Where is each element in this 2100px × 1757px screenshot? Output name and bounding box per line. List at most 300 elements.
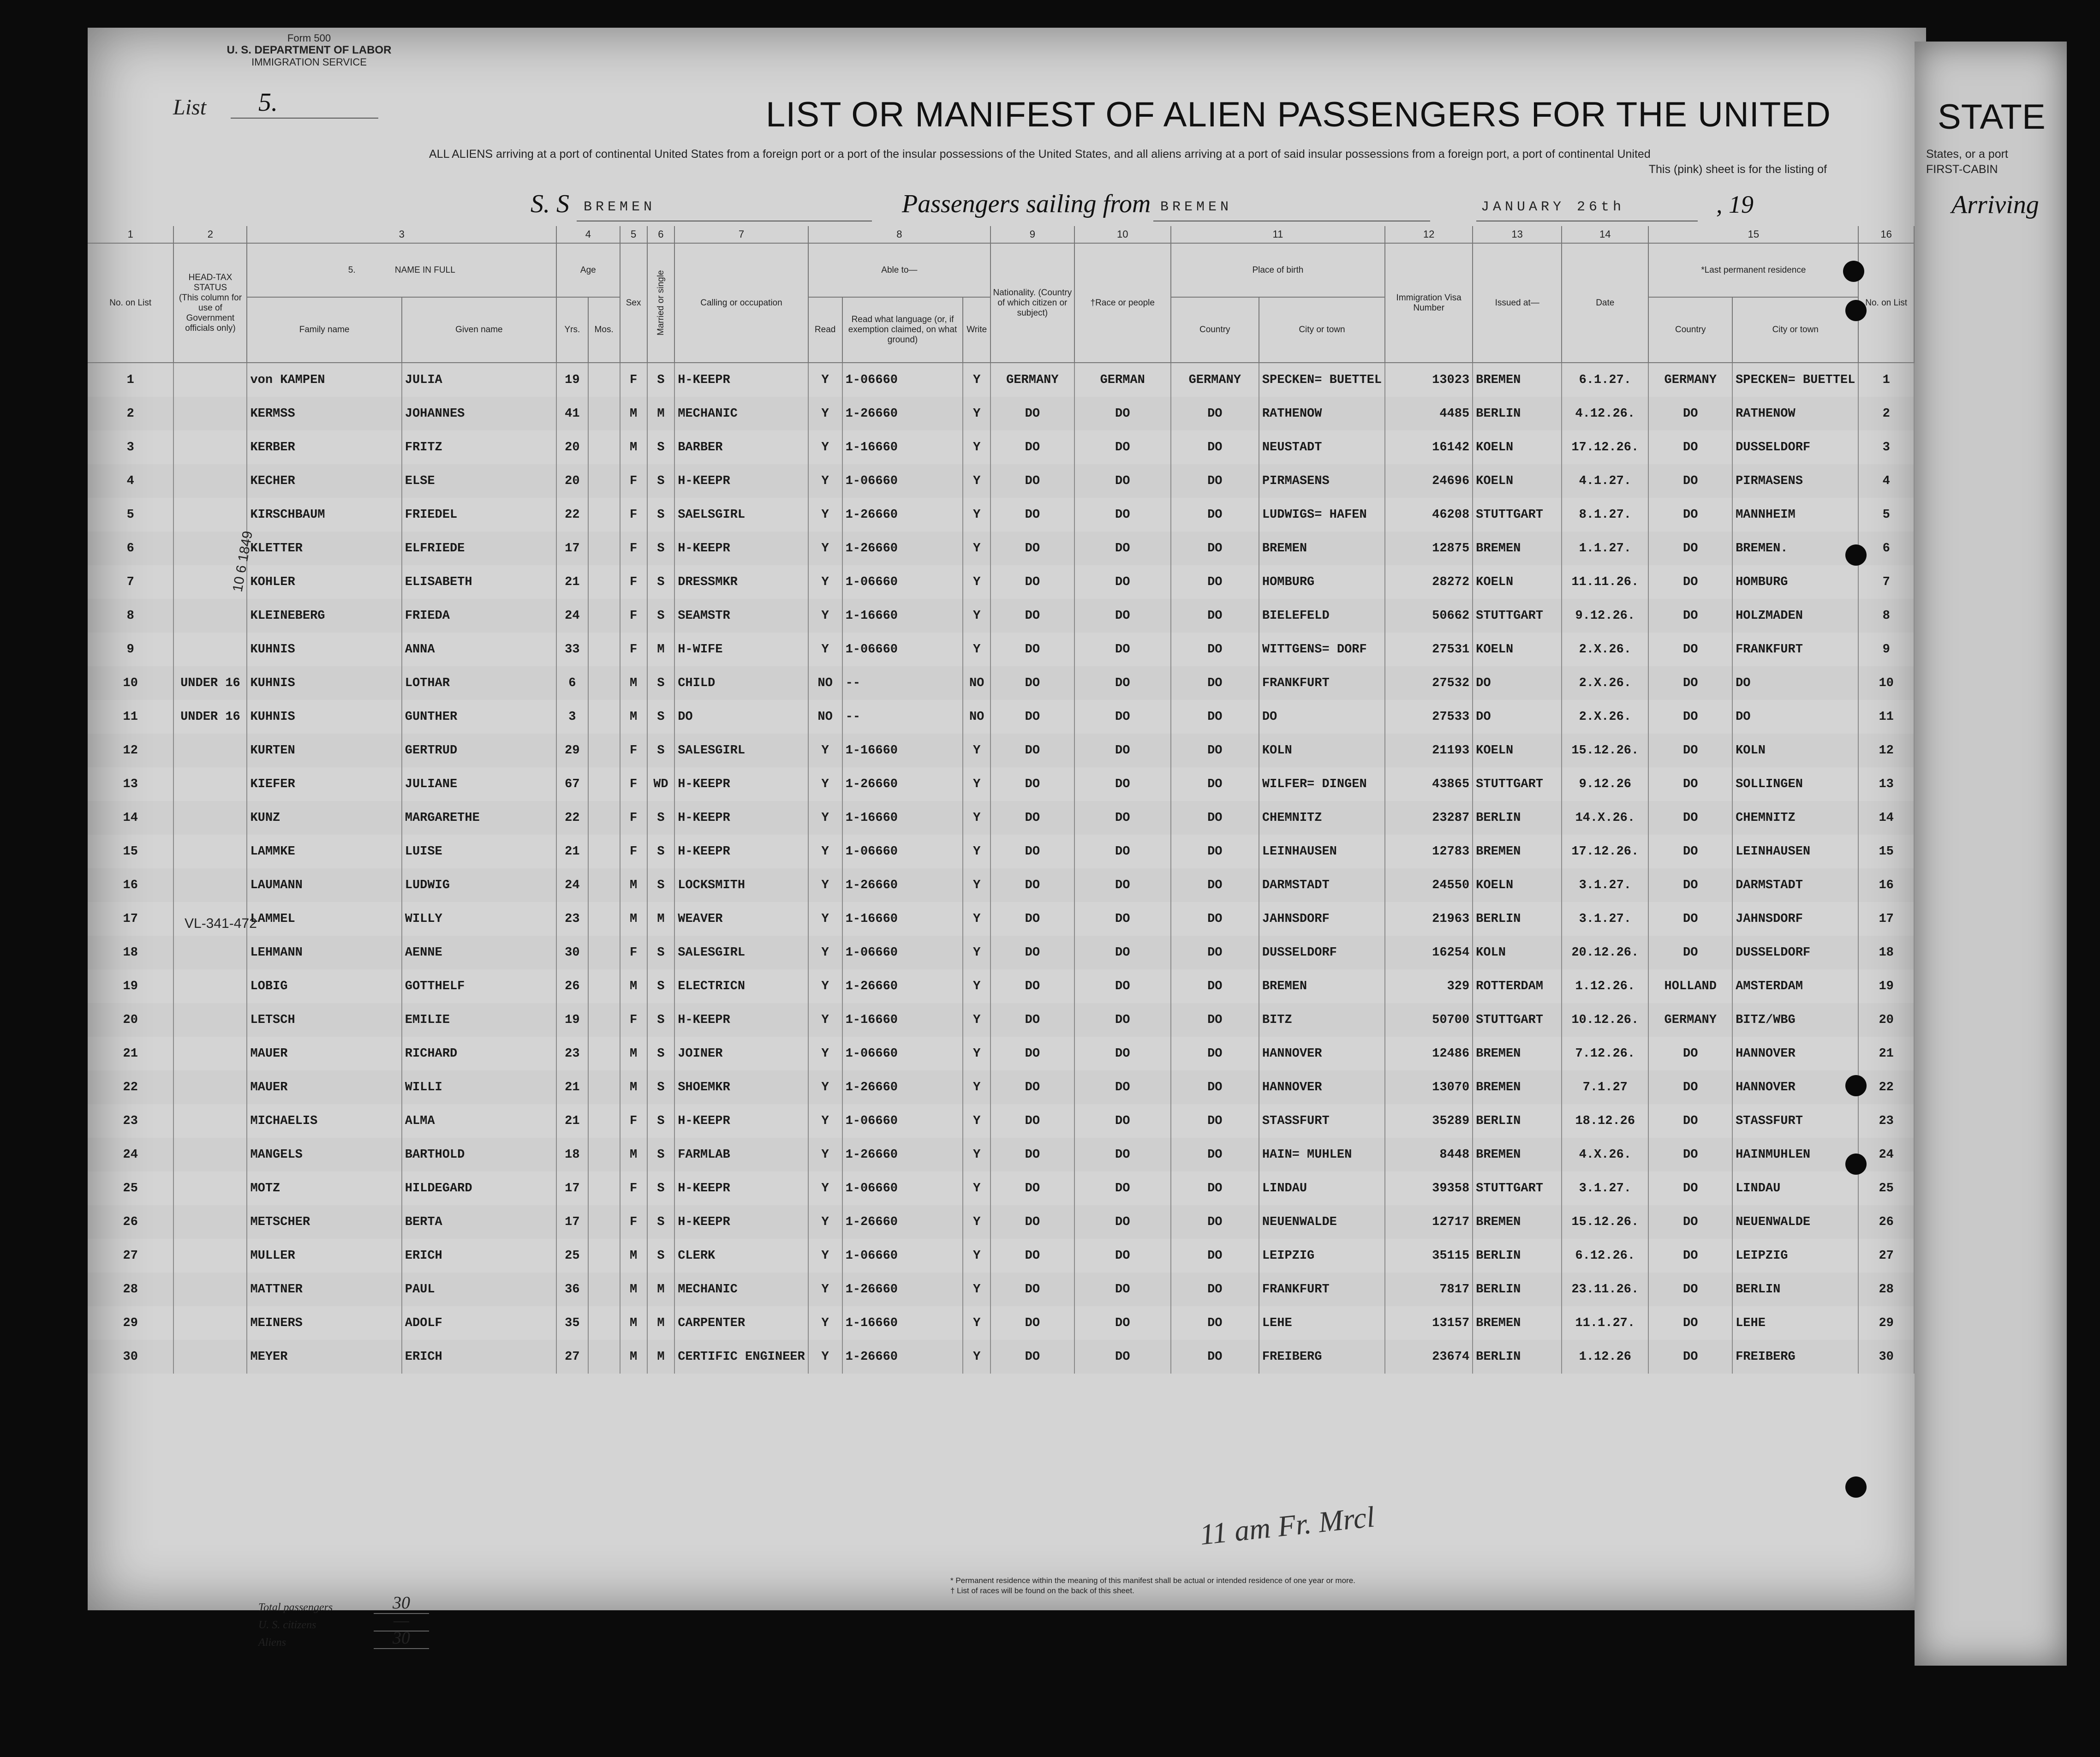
birth-country: DO: [1171, 565, 1259, 599]
can-write: Y: [963, 1171, 990, 1205]
given-name: GOTTHELF: [402, 969, 556, 1003]
age-months: [588, 498, 620, 532]
row-number-right: 24: [1858, 1138, 1914, 1171]
can-read: Y: [808, 397, 842, 430]
occupation: H-KEEPR: [674, 801, 808, 835]
can-write: Y: [963, 498, 990, 532]
residence-country: DO: [1648, 1104, 1732, 1138]
given-name: WILLY: [402, 902, 556, 936]
can-read: Y: [808, 532, 842, 565]
column-number-row: [88, 226, 1914, 243]
occupation: BARBER: [674, 430, 808, 464]
visa-date: 4.X.26.: [1562, 1138, 1648, 1171]
marital-status: S: [647, 1138, 675, 1171]
visa-number: 21963: [1385, 902, 1473, 936]
family-name: MANGELS: [247, 1138, 401, 1171]
birth-country: DO: [1171, 1138, 1259, 1171]
occupation: H-KEEPR: [674, 1205, 808, 1239]
row-number-right: 4: [1858, 464, 1914, 498]
header-res-city: City or town: [1732, 297, 1858, 363]
can-read: Y: [808, 1340, 842, 1374]
can-read: Y: [808, 430, 842, 464]
birth-city: FRANKFURT: [1259, 666, 1385, 700]
totals-block: [258, 1593, 429, 1649]
residence-country: DO: [1648, 1037, 1732, 1070]
row-number: 24: [88, 1138, 173, 1171]
col-num: 4: [556, 226, 620, 243]
visa-issued-at: KOELN: [1473, 430, 1562, 464]
can-read: Y: [808, 1239, 842, 1273]
race: DO: [1074, 700, 1171, 734]
row-number: 11: [88, 700, 173, 734]
row-number-right: 19: [1858, 969, 1914, 1003]
col-num: 16: [1858, 226, 1914, 243]
birth-country: DO: [1171, 868, 1259, 902]
sex: M: [620, 902, 647, 936]
residence-country: DO: [1648, 902, 1732, 936]
sailing-date: JANUARY 26th: [1481, 199, 1625, 215]
visa-issued-at: STUTTGART: [1473, 767, 1562, 801]
row-number-right: 9: [1858, 633, 1914, 666]
table-row: [88, 1239, 1914, 1273]
sex: F: [620, 1205, 647, 1239]
row-number-right: 21: [1858, 1037, 1914, 1070]
occupation: H-KEEPR: [674, 464, 808, 498]
family-name: KURTEN: [247, 734, 401, 767]
birth-city: LINDAU: [1259, 1171, 1385, 1205]
race: DO: [1074, 734, 1171, 767]
birth-country: DO: [1171, 1003, 1259, 1037]
can-read: Y: [808, 1003, 842, 1037]
row-number-right: 18: [1858, 936, 1914, 969]
birth-country: DO: [1171, 801, 1259, 835]
nationality: DO: [990, 700, 1074, 734]
residence-country: DO: [1648, 1340, 1732, 1374]
nationality: DO: [990, 767, 1074, 801]
header-mos: Mos.: [588, 297, 620, 363]
visa-issued-at: BERLIN: [1473, 801, 1562, 835]
head-tax-status: [173, 801, 247, 835]
family-name: LAMMKE: [247, 835, 401, 868]
header-issued-at: Issued at—: [1473, 243, 1562, 363]
head-tax-status: UNDER 16: [173, 700, 247, 734]
row-number-right: 28: [1858, 1273, 1914, 1306]
head-tax-status: [173, 633, 247, 666]
visa-number: 24550: [1385, 868, 1473, 902]
nationality: DO: [990, 868, 1074, 902]
family-name: KIEFER: [247, 767, 401, 801]
visa-issued-at: BREMEN: [1473, 1205, 1562, 1239]
age-years: 23: [556, 1037, 588, 1070]
birth-country: DO: [1171, 599, 1259, 633]
can-write: Y: [963, 1070, 990, 1104]
nationality: DO: [990, 666, 1074, 700]
marital-status: M: [647, 1306, 675, 1340]
sex: M: [620, 868, 647, 902]
family-name: LEHMANN: [247, 936, 401, 969]
nationality: DO: [990, 1205, 1074, 1239]
marital-status: M: [647, 397, 675, 430]
age-months: [588, 565, 620, 599]
sex: M: [620, 666, 647, 700]
nationality: DO: [990, 1104, 1074, 1138]
table-row: [88, 532, 1914, 565]
head-tax-status: [173, 599, 247, 633]
read-language: 1-16660: [842, 801, 963, 835]
occupation: DO: [674, 700, 808, 734]
family-name: KECHER: [247, 464, 401, 498]
nationality: DO: [990, 1037, 1074, 1070]
can-write: Y: [963, 1239, 990, 1273]
birth-city: STASSFURT: [1259, 1104, 1385, 1138]
visa-issued-at: BERLIN: [1473, 1104, 1562, 1138]
birth-city: RATHENOW: [1259, 397, 1385, 430]
nationality: DO: [990, 565, 1074, 599]
visa-number: 13070: [1385, 1070, 1473, 1104]
row-number: 20: [88, 1003, 173, 1037]
visa-issued-at: KOELN: [1473, 734, 1562, 767]
age-months: [588, 1070, 620, 1104]
sex: M: [620, 700, 647, 734]
table-row: [88, 1171, 1914, 1205]
head-tax-status: [173, 969, 247, 1003]
head-tax-status: [173, 1205, 247, 1239]
table-row: [88, 700, 1914, 734]
visa-number: 50662: [1385, 599, 1473, 633]
age-months: [588, 902, 620, 936]
nationality: DO: [990, 936, 1074, 969]
nationality: DO: [990, 835, 1074, 868]
can-write: Y: [963, 1273, 990, 1306]
age-years: 20: [556, 430, 588, 464]
birth-country: DO: [1171, 969, 1259, 1003]
residence-city: DARMSTADT: [1732, 868, 1858, 902]
table-row: [88, 1138, 1914, 1171]
birth-country: DO: [1171, 936, 1259, 969]
row-number-right: 26: [1858, 1205, 1914, 1239]
can-write: Y: [963, 1037, 990, 1070]
birth-city: DUSSELDORF: [1259, 936, 1385, 969]
family-name: MAUER: [247, 1037, 401, 1070]
birth-city: HANNOVER: [1259, 1070, 1385, 1104]
sex: M: [620, 1273, 647, 1306]
table-row: [88, 633, 1914, 666]
aliens-label: Aliens: [258, 1637, 286, 1649]
form-meta: [180, 32, 438, 68]
age-years: 26: [556, 969, 588, 1003]
residence-country: DO: [1648, 1070, 1732, 1104]
residence-country: DO: [1648, 532, 1732, 565]
read-language: 1-06660: [842, 633, 963, 666]
read-language: 1-26660: [842, 969, 963, 1003]
row-number: 1: [88, 363, 173, 397]
age-years: 29: [556, 734, 588, 767]
header-visa: Immigration Visa Number: [1385, 243, 1473, 363]
row-number: 22: [88, 1070, 173, 1104]
head-tax-status: [173, 1037, 247, 1070]
sex: F: [620, 464, 647, 498]
visa-number: 24696: [1385, 464, 1473, 498]
can-write: Y: [963, 969, 990, 1003]
marital-status: S: [647, 868, 675, 902]
sex: F: [620, 936, 647, 969]
given-name: MARGARETHE: [402, 801, 556, 835]
residence-country: DO: [1648, 666, 1732, 700]
head-tax-status: [173, 1070, 247, 1104]
birth-city: LEIPZIG: [1259, 1239, 1385, 1273]
table-row: [88, 902, 1914, 936]
birth-city: HANNOVER: [1259, 1037, 1385, 1070]
marital-status: S: [647, 1037, 675, 1070]
read-language: 1-16660: [842, 902, 963, 936]
can-write: Y: [963, 902, 990, 936]
can-write: NO: [963, 666, 990, 700]
given-name: GERTRUD: [402, 734, 556, 767]
table-row: [88, 666, 1914, 700]
punch-hole: [1843, 261, 1864, 282]
race: DO: [1074, 599, 1171, 633]
read-language: 1-16660: [842, 430, 963, 464]
can-write: Y: [963, 565, 990, 599]
birth-country: DO: [1171, 1037, 1259, 1070]
marital-status: S: [647, 1205, 675, 1239]
visa-number: 35289: [1385, 1104, 1473, 1138]
age-months: [588, 1104, 620, 1138]
race: DO: [1074, 1003, 1171, 1037]
row-number: 3: [88, 430, 173, 464]
page-title: LIST OR MANIFEST OF ALIEN PASSENGERS FOR THE UNITED: [766, 95, 1831, 134]
visa-issued-at: BREMEN: [1473, 835, 1562, 868]
header-family-name: Family name: [247, 297, 401, 363]
race: DO: [1074, 902, 1171, 936]
table-row: [88, 969, 1914, 1003]
can-write: Y: [963, 835, 990, 868]
read-language: 1-26660: [842, 1205, 963, 1239]
residence-city: RATHENOW: [1732, 397, 1858, 430]
row-number: 25: [88, 1171, 173, 1205]
sex: F: [620, 633, 647, 666]
residence-city: FREIBERG: [1732, 1340, 1858, 1374]
age-years: 23: [556, 902, 588, 936]
race: DO: [1074, 464, 1171, 498]
marital-status: WD: [647, 767, 675, 801]
can-read: Y: [808, 1104, 842, 1138]
race: DO: [1074, 801, 1171, 835]
visa-issued-at: KOLN: [1473, 936, 1562, 969]
row-number: 29: [88, 1306, 173, 1340]
can-read: Y: [808, 868, 842, 902]
head-tax-title: HEAD-TAX STATUS: [188, 272, 233, 293]
birth-country: DO: [1171, 1340, 1259, 1374]
family-name: MOTZ: [247, 1171, 401, 1205]
row-number-right: 23: [1858, 1104, 1914, 1138]
row-number: 15: [88, 835, 173, 868]
race: DO: [1074, 1239, 1171, 1273]
marital-status: S: [647, 498, 675, 532]
visa-date: 18.12.26: [1562, 1104, 1648, 1138]
residence-city: SOLLINGEN: [1732, 767, 1858, 801]
aliens-row: [258, 1628, 429, 1649]
read-language: 1-26660: [842, 498, 963, 532]
occupation: H-KEEPR: [674, 1104, 808, 1138]
race: DO: [1074, 1340, 1171, 1374]
age-months: [588, 700, 620, 734]
visa-issued-at: KOELN: [1473, 868, 1562, 902]
birth-city: DO: [1259, 700, 1385, 734]
read-language: 1-16660: [842, 599, 963, 633]
visa-date: 2.X.26.: [1562, 666, 1648, 700]
birth-city: CHEMNITZ: [1259, 801, 1385, 835]
visa-date: 7.1.27: [1562, 1070, 1648, 1104]
occupation: CLERK: [674, 1239, 808, 1273]
age-years: 6: [556, 666, 588, 700]
age-months: [588, 801, 620, 835]
row-number: 28: [88, 1273, 173, 1306]
row-number: 5: [88, 498, 173, 532]
can-write: Y: [963, 363, 990, 397]
residence-country: DO: [1648, 700, 1732, 734]
residence-country: DO: [1648, 498, 1732, 532]
header-sex: Sex: [620, 243, 647, 363]
nationality: DO: [990, 1239, 1074, 1273]
residence-city: BREMEN.: [1732, 532, 1858, 565]
given-name: LUISE: [402, 835, 556, 868]
row-number-right: 6: [1858, 532, 1914, 565]
sex: F: [620, 1003, 647, 1037]
can-write: Y: [963, 868, 990, 902]
visa-date: 1.12.26.: [1562, 969, 1648, 1003]
row-number-right: 16: [1858, 868, 1914, 902]
race: DO: [1074, 1306, 1171, 1340]
table-row: [88, 430, 1914, 464]
birth-country: DO: [1171, 1306, 1259, 1340]
occupation: H-KEEPR: [674, 1003, 808, 1037]
birth-country: DO: [1171, 666, 1259, 700]
table-row: [88, 868, 1914, 902]
header-calling: Calling or occupation: [674, 243, 808, 363]
residence-country: DO: [1648, 1306, 1732, 1340]
row-number: 21: [88, 1037, 173, 1070]
row-number-right: 20: [1858, 1003, 1914, 1037]
age-months: [588, 633, 620, 666]
race: DO: [1074, 633, 1171, 666]
read-language: 1-06660: [842, 835, 963, 868]
table-row: [88, 1037, 1914, 1070]
col-num: 1: [88, 226, 173, 243]
footnote-2: † List of races will be found on the back of this sheet.: [950, 1586, 1134, 1595]
birth-city: SPECKEN= BUETTEL: [1259, 363, 1385, 397]
right-page-title: STATE: [1938, 97, 2046, 137]
can-read: Y: [808, 633, 842, 666]
marital-status: S: [647, 1171, 675, 1205]
department: U. S. DEPARTMENT OF LABOR: [227, 44, 392, 56]
birth-city: WILFER= DINGEN: [1259, 767, 1385, 801]
sex: F: [620, 734, 647, 767]
age-months: [588, 1340, 620, 1374]
race: DO: [1074, 1273, 1171, 1306]
header-race: †Race or people: [1074, 243, 1171, 363]
next-page-edge: [1915, 42, 2067, 1666]
sex: F: [620, 599, 647, 633]
head-tax-status: [173, 1104, 247, 1138]
header-read: Read: [808, 297, 842, 363]
footnotes: [950, 1576, 1355, 1596]
can-read: Y: [808, 767, 842, 801]
given-name: WILLI: [402, 1070, 556, 1104]
marital-status: S: [647, 835, 675, 868]
read-language: 1-16660: [842, 1003, 963, 1037]
residence-country: DO: [1648, 835, 1732, 868]
marital-status: S: [647, 1070, 675, 1104]
occupation: H-WIFE: [674, 633, 808, 666]
marital-status: S: [647, 464, 675, 498]
name-prefix: 5.: [348, 265, 356, 275]
row-number-right: 13: [1858, 767, 1914, 801]
nationality: DO: [990, 801, 1074, 835]
head-tax-note: (This column for use of Government officials only): [179, 293, 242, 333]
marital-status: S: [647, 700, 675, 734]
sailing-year: , 19: [1716, 191, 1754, 218]
table-row: [88, 936, 1914, 969]
can-read: Y: [808, 936, 842, 969]
age-months: [588, 1306, 620, 1340]
birth-country: DO: [1171, 734, 1259, 767]
header-able-to: Able to—: [808, 243, 990, 297]
marital-status: S: [647, 1104, 675, 1138]
head-tax-status: [173, 1138, 247, 1171]
sex: M: [620, 397, 647, 430]
us-citizens-label: U. S. citizens: [258, 1619, 316, 1631]
nationality: DO: [990, 633, 1074, 666]
visa-issued-at: STUTTGART: [1473, 498, 1562, 532]
row-number-right: 14: [1858, 801, 1914, 835]
sex: F: [620, 1104, 647, 1138]
visa-number: 39358: [1385, 1171, 1473, 1205]
visa-issued-at: BERLIN: [1473, 397, 1562, 430]
col-num: 2: [173, 226, 247, 243]
table-row: [88, 1070, 1914, 1104]
residence-city: CHEMNITZ: [1732, 801, 1858, 835]
sex: F: [620, 835, 647, 868]
header-birth-city: City or town: [1259, 297, 1385, 363]
birth-city: NEUSTADT: [1259, 430, 1385, 464]
age-months: [588, 1171, 620, 1205]
head-tax-status: [173, 363, 247, 397]
birth-city: HAIN= MUHLEN: [1259, 1138, 1385, 1171]
race: DO: [1074, 666, 1171, 700]
age-months: [588, 363, 620, 397]
birth-country: DO: [1171, 1205, 1259, 1239]
row-number-right: 27: [1858, 1239, 1914, 1273]
ship-name: BREMEN: [584, 199, 656, 215]
visa-number: 23674: [1385, 1340, 1473, 1374]
birth-city: LUDWIGS= HAFEN: [1259, 498, 1385, 532]
age-months: [588, 936, 620, 969]
header-yrs: Yrs.: [556, 297, 588, 363]
can-read: Y: [808, 1205, 842, 1239]
visa-date: 2.X.26.: [1562, 700, 1648, 734]
birth-country: DO: [1171, 532, 1259, 565]
given-name: BARTHOLD: [402, 1138, 556, 1171]
birth-country: GERMANY: [1171, 363, 1259, 397]
age-months: [588, 969, 620, 1003]
visa-date: 2.X.26.: [1562, 633, 1648, 666]
age-years: 17: [556, 1171, 588, 1205]
residence-country: DO: [1648, 868, 1732, 902]
can-write: Y: [963, 397, 990, 430]
race: GERMAN: [1074, 363, 1171, 397]
family-name: KIRSCHBAUM: [247, 498, 401, 532]
